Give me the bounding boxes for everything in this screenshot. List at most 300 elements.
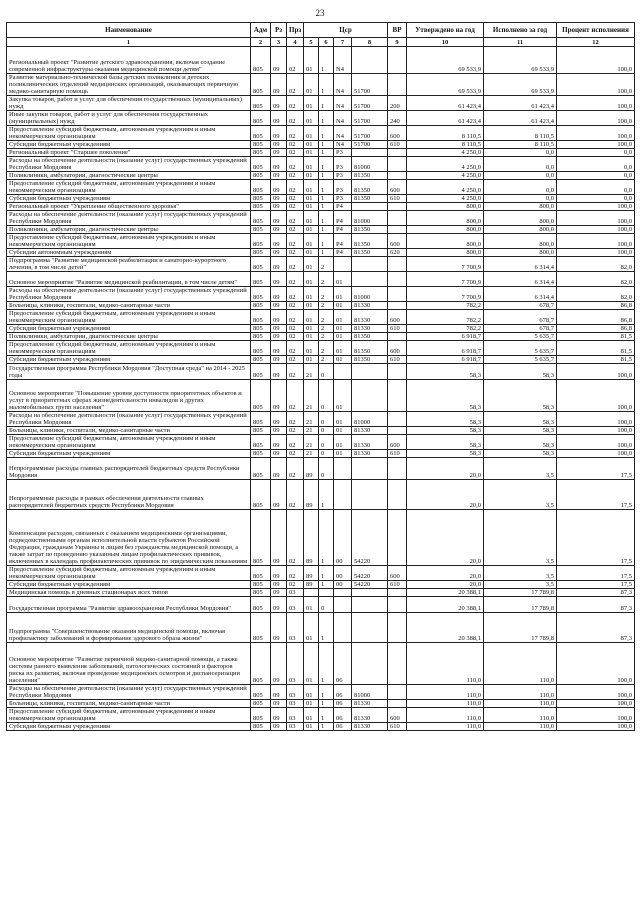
row-csr-part: 21 [304,380,319,412]
row-percent: 100,0 [557,141,635,149]
row-rz: 09 [271,234,287,249]
table-row [7,356,635,364]
row-csr-part: 1 [319,180,334,195]
row-percent: 81,5 [557,356,635,364]
row-prz: 03 [287,597,304,613]
row-csr-part: 01 [334,272,352,287]
row-csr-part: 01 [304,257,319,272]
row-executed: 6 314,4 [484,257,557,272]
row-name: Субсидии бюджетным учреждениям [7,325,251,333]
row-csr-code: 81330 [352,325,388,333]
row-csr-part: 0 [319,450,334,458]
row-executed: 110,0 [484,723,557,731]
row-adm: 805 [251,333,271,341]
row-csr-code [352,380,388,412]
row-csr-part: 01 [304,341,319,356]
row-csr-part: 01 [304,708,319,723]
row-percent: 100,0 [557,226,635,234]
row-csr-part: 01 [334,333,352,341]
row-csr-part: 21 [304,364,319,380]
row-csr-part: 89 [304,510,319,566]
row-csr-code: 81350 [352,172,388,180]
row-prz: 02 [287,172,304,180]
table-row [7,234,635,249]
row-csr-code: 81330 [352,723,388,731]
row-prz: 02 [287,341,304,356]
row-csr-part: 1 [319,708,334,723]
row-prz: 02 [287,427,304,435]
row-prz: 02 [287,257,304,272]
row-csr-part: 01 [304,126,319,141]
row-csr-part: N4 [334,47,352,74]
row-rz: 09 [271,172,287,180]
column-number: 9 [388,38,407,47]
header-percent: Процент исполнения [557,23,635,38]
column-number: 5 [304,38,319,47]
row-prz: 02 [287,480,304,510]
row-adm: 805 [251,302,271,310]
row-csr-code [352,364,388,380]
row-vr: 240 [388,111,407,126]
row-percent: 100,0 [557,643,635,685]
row-executed: 69 533,9 [484,74,557,96]
row-csr-part: P4 [334,226,352,234]
row-percent: 100,0 [557,450,635,458]
row-approved: 58,3 [407,364,484,380]
row-name: Основное мероприятие "Развитие медицинской реабилитации, в том числе детям" [7,272,251,287]
row-csr-part [334,480,352,510]
row-executed: 69 533,9 [484,47,557,74]
row-csr-code [352,597,388,613]
row-executed: 61 423,4 [484,111,557,126]
row-vr [388,287,407,302]
row-rz: 09 [271,126,287,141]
row-percent: 100,0 [557,364,635,380]
row-csr-part: 1 [319,203,334,211]
row-adm: 805 [251,589,271,597]
row-name: Расходы на обеспечение деятельности (оказание услуг) государственных учреждений Республики Мордовия [7,685,251,700]
row-percent: 100,0 [557,723,635,731]
row-csr-part: 0 [319,412,334,427]
row-approved: 8 110,5 [407,126,484,141]
row-csr-part: 0 [319,380,334,412]
row-percent: 0,0 [557,195,635,203]
row-csr-part: 1 [319,226,334,234]
row-csr-part: 00 [334,566,352,581]
header-rz: Рз [271,23,287,38]
row-approved: 782,2 [407,302,484,310]
row-executed: 110,0 [484,708,557,723]
row-vr [388,211,407,226]
row-approved: 4 250,0 [407,157,484,172]
row-csr-part: P4 [334,203,352,211]
row-prz: 02 [287,412,304,427]
row-prz: 02 [287,333,304,341]
row-percent: 81,5 [557,341,635,356]
row-csr-code: 51700 [352,74,388,96]
row-csr-part: 89 [304,480,319,510]
row-adm: 805 [251,450,271,458]
row-csr-part: 0 [319,435,334,450]
row-approved: 20 388,1 [407,589,484,597]
row-csr-part: 1 [319,723,334,731]
column-number: 1 [7,38,251,47]
row-csr-part: 01 [334,325,352,333]
row-rz: 09 [271,310,287,325]
row-rz: 09 [271,325,287,333]
row-csr-code: 81330 [352,708,388,723]
row-csr-code: 81000 [352,412,388,427]
row-prz: 03 [287,643,304,685]
row-vr [388,203,407,211]
column-number: 3 [271,38,287,47]
row-percent: 100,0 [557,700,635,708]
row-approved: 6 918,7 [407,341,484,356]
row-csr-code: 54220 [352,566,388,581]
row-csr-part: 2 [319,356,334,364]
row-csr-part: P4 [334,249,352,257]
table-row [7,341,635,356]
row-executed: 3,5 [484,510,557,566]
row-name: Предоставление субсидий бюджетным, автономным учреждениям и иным некоммерческим организациям [7,234,251,249]
row-adm: 805 [251,111,271,126]
row-csr-part: P3 [334,157,352,172]
row-rz: 09 [271,450,287,458]
row-percent: 100,0 [557,96,635,111]
row-vr: 610 [388,581,407,589]
row-rz: 09 [271,157,287,172]
row-rz: 09 [271,341,287,356]
row-csr-code: 81350 [352,180,388,195]
row-csr-part: 01 [304,157,319,172]
row-percent: 100,0 [557,412,635,427]
row-csr-code: 81350 [352,333,388,341]
row-csr-part: 1 [319,141,334,149]
row-csr-part: N4 [334,96,352,111]
row-percent: 87,3 [557,597,635,613]
row-csr-code: 81350 [352,249,388,257]
row-csr-code: 81330 [352,302,388,310]
header-name: Наименование [7,23,251,38]
row-csr-part: 2 [319,310,334,325]
row-percent: 86,8 [557,325,635,333]
row-percent: 100,0 [557,211,635,226]
row-rz: 09 [271,581,287,589]
row-adm: 805 [251,180,271,195]
row-rz: 09 [271,257,287,272]
row-adm: 805 [251,172,271,180]
row-csr-part: 1 [319,613,334,643]
row-approved: 800,0 [407,211,484,226]
row-adm: 805 [251,341,271,356]
row-csr-part: 2 [319,287,334,302]
row-adm: 805 [251,257,271,272]
row-vr [388,643,407,685]
row-percent: 86,8 [557,302,635,310]
row-percent: 100,0 [557,47,635,74]
row-vr [388,412,407,427]
row-csr-part [334,257,352,272]
row-rz: 09 [271,643,287,685]
row-rz: 09 [271,74,287,96]
row-csr-part: 2 [319,272,334,287]
row-csr-part: 06 [334,685,352,700]
row-percent: 100,0 [557,427,635,435]
row-name: Основное мероприятие "Развитие первичной медико-санитарной помощи, а также системы раннего выявления заболеваний, патологических состояний и факторов риска их развития, включая проведение медицинских осмотров и диспансеризации населения" [7,643,251,685]
row-rz: 09 [271,356,287,364]
row-approved: 4 250,0 [407,195,484,203]
row-rz: 09 [271,333,287,341]
row-vr [388,272,407,287]
row-vr: 610 [388,141,407,149]
row-prz: 02 [287,435,304,450]
row-percent: 86,8 [557,310,635,325]
table-row [7,272,635,287]
row-executed: 17 789,8 [484,613,557,643]
row-csr-part [334,597,352,613]
row-prz: 02 [287,325,304,333]
row-csr-code: 81330 [352,700,388,708]
row-csr-code [352,480,388,510]
row-prz: 02 [287,226,304,234]
row-vr [388,700,407,708]
row-prz: 02 [287,272,304,287]
row-name: Закупка товаров, работ и услуг для обеспечения государственных (муниципальных) нужд [7,96,251,111]
row-rz: 09 [271,203,287,211]
table-row [7,427,635,435]
row-approved: 4 250,0 [407,149,484,157]
row-approved: 800,0 [407,249,484,257]
table-row [7,597,635,613]
row-adm: 805 [251,126,271,141]
row-csr-part: 21 [304,412,319,427]
row-percent: 100,0 [557,435,635,450]
row-csr-part: 01 [304,310,319,325]
header-row [7,23,635,38]
row-percent: 100,0 [557,74,635,96]
row-csr-part: 00 [334,581,352,589]
row-csr-part: 01 [304,226,319,234]
row-csr-part: P3 [334,195,352,203]
row-vr: 600 [388,234,407,249]
row-csr-code: 51700 [352,111,388,126]
row-prz: 02 [287,126,304,141]
row-rz: 09 [271,685,287,700]
row-vr [388,172,407,180]
row-vr [388,74,407,96]
row-csr-code: 81000 [352,157,388,172]
row-csr-code: 81330 [352,435,388,450]
row-csr-code [352,458,388,480]
row-executed: 8 110,5 [484,141,557,149]
row-name: Субсидии бюджетным учреждениям [7,141,251,149]
row-adm: 805 [251,685,271,700]
row-approved: 58,3 [407,450,484,458]
row-approved: 4 250,0 [407,172,484,180]
row-name: Больницы, клиники, госпитали, медико-санитарные части [7,427,251,435]
row-csr-part: 01 [304,172,319,180]
row-csr-code [352,613,388,643]
row-csr-part: 01 [304,643,319,685]
column-number: 2 [251,38,271,47]
row-csr-part: 1 [319,172,334,180]
row-adm: 805 [251,234,271,249]
row-percent: 100,0 [557,234,635,249]
row-name: Региональный проект "Развитие детского здравоохранения, включая создание современной инфраструктуры оказания медицинской помощи детям" [7,47,251,74]
column-number: 11 [484,38,557,47]
table-header [7,23,635,47]
row-adm: 805 [251,427,271,435]
row-csr-part: 0 [319,597,334,613]
row-percent: 17,5 [557,458,635,480]
table-row [7,723,635,731]
row-name: Субсидии автономным учреждениям [7,249,251,257]
row-adm: 805 [251,566,271,581]
row-percent: 100,0 [557,203,635,211]
row-approved: 800,0 [407,234,484,249]
row-vr [388,149,407,157]
row-csr-part: 01 [304,111,319,126]
row-csr-part: 01 [304,47,319,74]
row-executed: 5 635,7 [484,341,557,356]
row-csr-code: 81330 [352,427,388,435]
table-row [7,643,635,685]
row-rz: 09 [271,226,287,234]
row-rz: 09 [271,302,287,310]
row-percent: 0,0 [557,157,635,172]
row-approved: 800,0 [407,226,484,234]
row-adm: 805 [251,613,271,643]
row-csr-part: 21 [304,435,319,450]
row-rz: 09 [271,566,287,581]
table-row [7,47,635,74]
row-percent: 82,0 [557,287,635,302]
row-csr-part: 1 [319,643,334,685]
row-csr-part: 01 [304,149,319,157]
row-percent: 0,0 [557,149,635,157]
row-csr-code [352,203,388,211]
row-name: Поликлиники, амбулатории, диагностические центры [7,226,251,234]
row-csr-part: 01 [304,356,319,364]
column-number: 12 [557,38,635,47]
row-csr-code: 81350 [352,234,388,249]
row-adm: 805 [251,325,271,333]
row-percent: 17,5 [557,581,635,589]
row-vr [388,47,407,74]
row-csr-code: 81000 [352,685,388,700]
row-prz: 03 [287,723,304,731]
row-name: Региональный проект "Укрепление общественного здоровья" [7,203,251,211]
row-executed: 800,0 [484,226,557,234]
row-prz: 02 [287,380,304,412]
row-approved: 7 700,9 [407,257,484,272]
row-csr-part: 01 [304,287,319,302]
row-approved: 110,0 [407,685,484,700]
row-rz: 09 [271,111,287,126]
row-rz: 09 [271,427,287,435]
row-rz: 09 [271,380,287,412]
header-csr: Цср [304,23,388,38]
row-approved: 58,3 [407,435,484,450]
row-csr-part: 01 [334,450,352,458]
row-csr-code: 51700 [352,96,388,111]
row-name: Непрограммные расходы в рамках обеспечения деятельности главных распорядителей бюджетных средств Республики Мордовия [7,480,251,510]
table-row [7,287,635,302]
row-adm: 805 [251,708,271,723]
row-executed: 800,0 [484,211,557,226]
row-csr-part: P4 [334,234,352,249]
row-executed: 678,7 [484,325,557,333]
row-rz: 09 [271,141,287,149]
row-csr-part: 1 [319,195,334,203]
row-approved: 69 533,9 [407,74,484,96]
row-adm: 805 [251,310,271,325]
row-adm: 805 [251,195,271,203]
row-csr-part: 01 [334,380,352,412]
row-name: Субсидии бюджетным учреждениям [7,356,251,364]
row-adm: 805 [251,510,271,566]
row-executed: 3,5 [484,566,557,581]
row-csr-part: 01 [304,302,319,310]
row-csr-code [352,272,388,287]
row-csr-part: 01 [304,597,319,613]
row-percent: 100,0 [557,685,635,700]
row-name: Предоставление субсидий бюджетным, автономным учреждениям и иным некоммерческим организациям [7,435,251,450]
row-rz: 09 [271,412,287,427]
row-csr-part: 06 [334,643,352,685]
row-approved: 110,0 [407,708,484,723]
row-adm: 805 [251,380,271,412]
row-csr-part: 1 [319,249,334,257]
row-adm: 805 [251,203,271,211]
table-row [7,708,635,723]
row-csr-part [334,613,352,643]
row-vr [388,302,407,310]
row-csr-part: 0 [319,458,334,480]
row-name: Медицинская помощь в дневных стационарах всех типов [7,589,251,597]
row-name: Иные закупки товаров, работ и услуг для обеспечения государственных (муниципальных) нужд [7,111,251,126]
row-prz: 02 [287,310,304,325]
row-name: Предоставление субсидий бюджетным, автономным учреждениям и иным некоммерческим организациям [7,566,251,581]
row-name: Государственная программа "Развитие здравоохранения Республики Мордовия" [7,597,251,613]
row-csr-code: 81330 [352,310,388,325]
row-prz: 02 [287,141,304,149]
row-prz: 02 [287,111,304,126]
row-csr-part: N4 [334,111,352,126]
row-executed: 3,5 [484,458,557,480]
row-csr-part: 01 [304,325,319,333]
row-vr [388,333,407,341]
row-percent: 0,0 [557,172,635,180]
row-name: Подпрограмма "Развитие медицинской реабилитации и санаторно-курортного лечения, в том числе детей" [7,257,251,272]
row-name: Предоставление субсидий бюджетным, автономным учреждениям и иным некоммерческим организациям [7,180,251,195]
row-percent: 100,0 [557,111,635,126]
row-csr-code: 54220 [352,581,388,589]
row-name: Поликлиники, амбулатории, диагностические центры [7,172,251,180]
row-csr-part: 01 [304,685,319,700]
table-row [7,364,635,380]
row-csr-code: 51700 [352,126,388,141]
row-csr-part: 1 [319,700,334,708]
row-approved: 6 918,7 [407,333,484,341]
row-executed: 0,0 [484,172,557,180]
table-row [7,566,635,581]
header-executed: Исполнено за год [484,23,557,38]
row-prz: 02 [287,157,304,172]
row-csr-part: N4 [334,141,352,149]
row-approved: 61 423,4 [407,111,484,126]
row-rz: 09 [271,272,287,287]
